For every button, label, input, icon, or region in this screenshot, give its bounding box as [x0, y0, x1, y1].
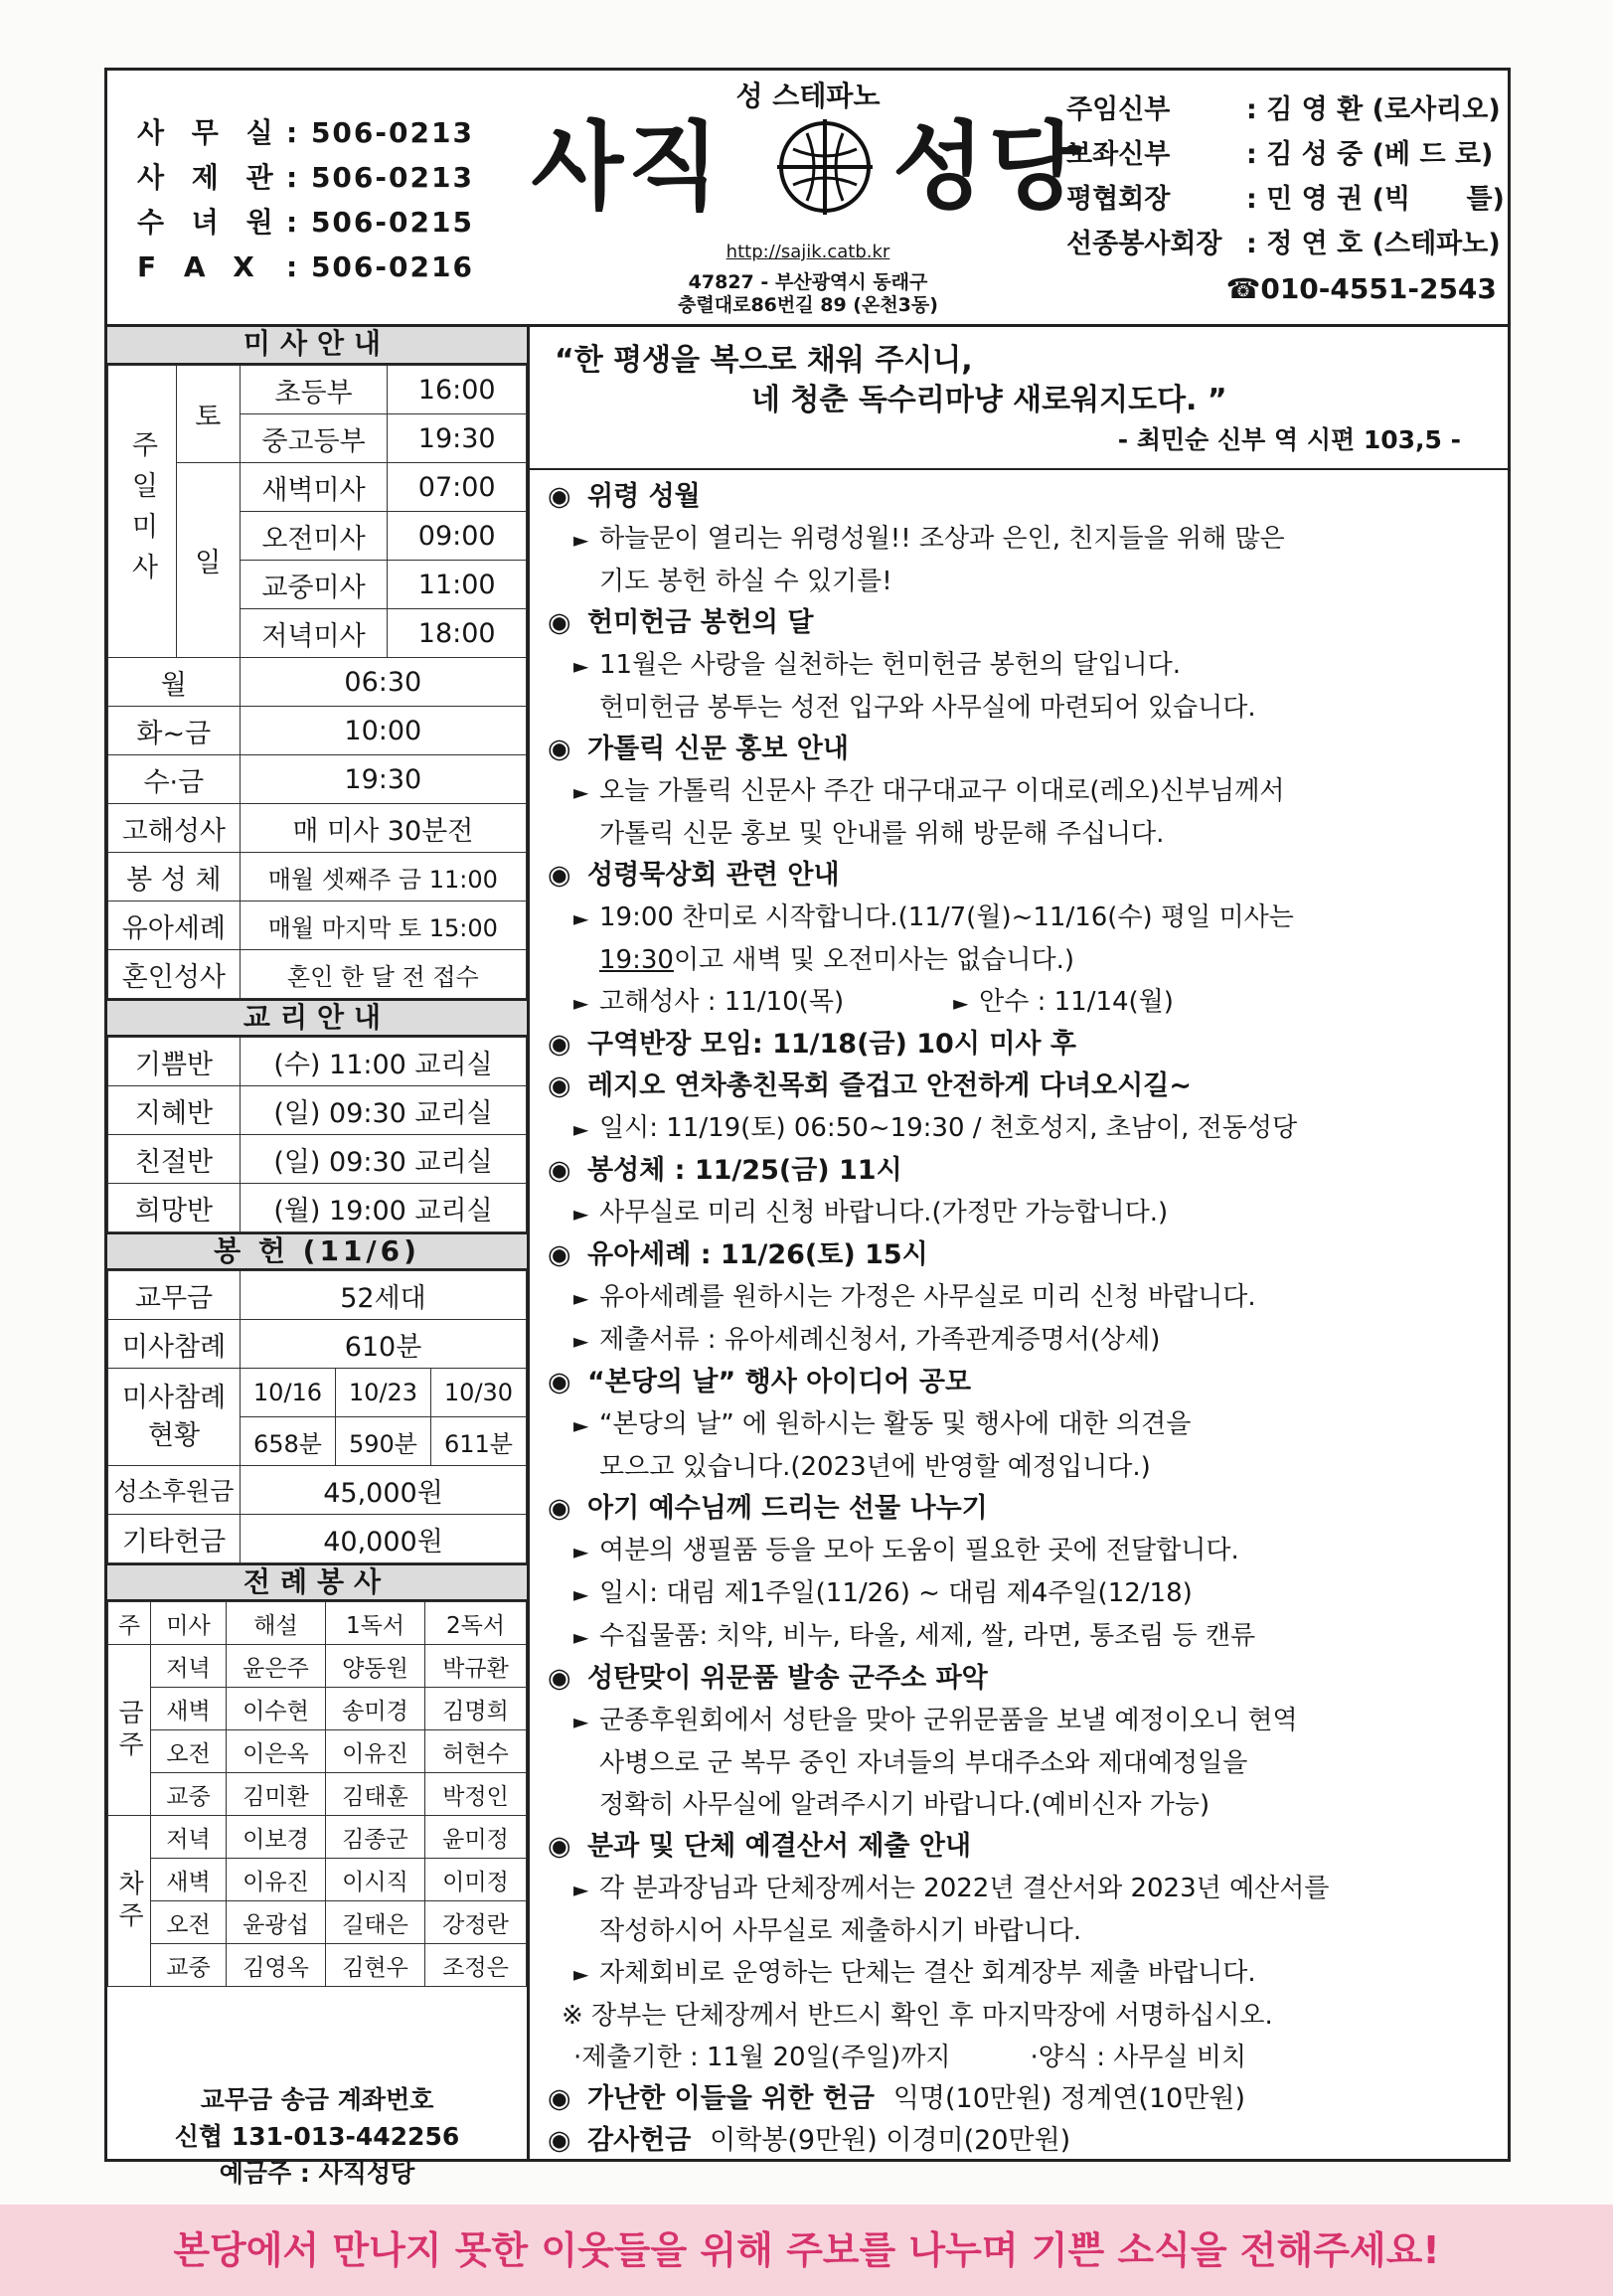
- notice-title: ◉ 분과 및 단체 예결산서 제출 안내: [548, 1826, 1508, 1868]
- table-row: 고해성사 매 미사 30분전: [108, 804, 527, 853]
- notice-title: ◉ “본당의 날” 행사 아이디어 공모: [548, 1362, 1508, 1403]
- notice-body: ► 19:00 찬미로 시작합니다.(11/7(월)~11/16(수) 평일 미사는: [548, 897, 1508, 939]
- notice-body: ► 오늘 가톨릭 신문사 주간 대구대교구 이대로(레오)신부님께서: [548, 770, 1508, 813]
- education-section-title: 교리안내: [107, 999, 527, 1037]
- table-row: 오전미사 09:00: [108, 512, 527, 561]
- table-row: 혼인성사 혼인 한 달 전 접수: [108, 950, 527, 999]
- bullet-icon: ◉: [548, 860, 571, 891]
- notice-body: ※ 장부는 단체장께서 반드시 확인 후 마지막장에 서명하십시오.: [562, 2001, 1273, 2031]
- arrow-icon: ►: [573, 1329, 589, 1353]
- sunday-mass-label: 주일미사: [108, 366, 177, 658]
- table-row: 금주 저녁 윤은주 양동원 박규환: [108, 1645, 527, 1688]
- bullet-icon: ◉: [548, 1367, 571, 1397]
- bullet-icon: ◉: [548, 481, 571, 512]
- notice-body: 19:30이고 새벽 및 오전미사는 없습니다.): [599, 945, 1075, 975]
- arrow-icon: ►: [573, 991, 589, 1015]
- arrow-icon: ►: [573, 1413, 589, 1437]
- bullet-icon: ◉: [548, 2083, 571, 2114]
- table-row: 오전 윤광섭 길태은 강정란: [108, 1901, 527, 1944]
- bullet-icon: ◉: [548, 1155, 571, 1186]
- notice-body: ► 고해성사 : 11/10(목) ► 안수 : 11/14(월): [548, 981, 1508, 1024]
- notice-body: ·제출기한 : 11월 20일(주일)까지 ·양식 : 사무실 비치: [573, 2043, 1247, 2072]
- arrow-icon: ►: [573, 1710, 589, 1733]
- arrow-icon: ►: [573, 906, 589, 930]
- arrow-icon: ►: [573, 1962, 589, 1986]
- offering-section-title: 봉 헌 (11/6): [107, 1232, 527, 1270]
- arrow-icon: ►: [573, 780, 589, 804]
- church-url[interactable]: http://sajik.catb.kr: [726, 242, 890, 262]
- notice-title: ◉ 레지오 연차총친목회 즐겁고 안전하게 다녀오시길~: [548, 1066, 1508, 1107]
- notice-body: ► 여분의 생필품 등을 모아 도움이 필요한 곳에 전달합니다.: [548, 1530, 1508, 1572]
- staff-row: 주임신부 : 김 영 환 (로사리오): [1066, 94, 1501, 125]
- saturday-label: 토: [176, 366, 240, 463]
- table-row: 저녁미사 18:00: [108, 609, 527, 658]
- notice-title: ◉ 성령묵상회 관련 안내: [548, 855, 1508, 897]
- table-row: 월 06:30: [108, 658, 527, 707]
- staff-list: [1066, 87, 1505, 311]
- arrow-icon: ►: [573, 1286, 589, 1310]
- sunday-label: 일: [176, 463, 240, 658]
- notice-title: ◉ 가톨릭 신문 홍보 안내: [548, 729, 1508, 770]
- table-row: 교중 김영옥 김현우 조정은: [108, 1944, 527, 1987]
- bullet-icon: ◉: [548, 734, 571, 764]
- arrow-icon: ►: [573, 1202, 589, 1226]
- notice-title: ◉ 감사헌금 이학봉(9만원) 이경미(20만원): [548, 2120, 1508, 2162]
- table-row: 미사참례 현황 10/16 10/23 10/30: [108, 1369, 527, 1417]
- table-row: 새벽 이유진 이시직 이미정: [108, 1859, 527, 1901]
- notice-title: ◉ 가난한 이들을 위한 헌금 익명(10만원) 정계연(10만원): [548, 2078, 1508, 2120]
- notice-body: ► 군종후원회에서 성탄을 맞아 군위문품을 보낼 예정이오니 현역: [548, 1700, 1508, 1742]
- notice-body: ► 11월은 사랑을 실천하는 헌미헌금 봉헌의 달입니다.: [548, 644, 1508, 687]
- notice-body: ► “본당의 날” 에 원하시는 활동 및 행사에 대한 의견을: [548, 1403, 1508, 1446]
- account-info: 교무금 송금 계좌번호 신협 131-013-442256 예금주 : 사직성당: [174, 2085, 460, 2188]
- notice-title: ◉ 성탄맞이 위문품 발송 군주소 파악: [548, 1658, 1508, 1700]
- table-row: 일 새벽미사 07:00: [108, 463, 527, 512]
- arrow-icon: ►: [573, 654, 589, 678]
- footer-banner: 본당에서 만나지 못한 이웃들을 위해 주보를 나누며 기쁜 소식을 전해주세요!: [0, 2205, 1613, 2296]
- bulletin-page: [104, 68, 1511, 2188]
- church-title-block: [450, 71, 1166, 327]
- office-row: F A X : 506-0216: [137, 250, 474, 283]
- notice-body: ► 수집물품: 치약, 비누, 타올, 세제, 쌀, 라면, 통조림 등 캔류: [548, 1615, 1508, 1658]
- bullet-icon: ◉: [548, 1070, 571, 1101]
- office-row: 사 제 관 : 506-0213: [137, 161, 474, 194]
- bullet-icon: ◉: [548, 1493, 571, 1524]
- header: [107, 71, 1508, 327]
- table-row: 새벽 이수현 송미경 김명희: [108, 1688, 527, 1730]
- right-column: [530, 327, 1508, 2162]
- table-row: 화~금 10:00: [108, 707, 527, 755]
- arrow-icon: ►: [573, 1117, 589, 1141]
- table-row: 중고등부 19:30: [108, 414, 527, 463]
- arrow-icon: ►: [573, 1625, 589, 1649]
- table-row: 교중 김미환 김태훈 박정인: [108, 1773, 527, 1816]
- staff-row: 보좌신부 : 김 성 중 (베 드 로): [1066, 139, 1494, 170]
- arrow-icon: ►: [573, 1540, 589, 1563]
- notice-body: ► 각 분과장님과 단체장께서는 2022년 결산서와 2023년 예산서를: [548, 1868, 1508, 1910]
- arrow-icon: ►: [573, 528, 589, 552]
- notice-body: ► 일시: 11/19(토) 06:50~19:30 / 천호성지, 초남이, 전동성당: [548, 1107, 1508, 1150]
- office-row: 사 무 실 : 506-0213: [137, 116, 474, 149]
- mass-section-title: 미사안내: [107, 327, 527, 365]
- church-name: 사직 성당: [531, 111, 1085, 223]
- notice-body: 모으고 있습니다.(2023년에 반영할 예정입니다.): [599, 1452, 1151, 1482]
- cross-emblem-icon: [775, 117, 875, 217]
- notice-title: ◉ 구역반장 모임: 11/18(금) 10시 미사 후: [548, 1024, 1508, 1066]
- bullet-icon: ◉: [548, 1663, 571, 1694]
- attendance-label: 미사참례 현황: [108, 1369, 241, 1466]
- notice-body: ► 하늘문이 열리는 위령성월!! 조상과 은인, 친지들을 위해 많은: [548, 518, 1508, 561]
- scripture-quote: “한 평생을 복으로 채워 주시니, 네 청춘 독수리마냥 새로워지도다. ” - 최민순 신부 역 시편 103,5 -: [555, 343, 1461, 454]
- table-row: 유아세례 매월 마지막 토 15:00: [108, 902, 527, 950]
- table-row: 주일미사 토 초등부 16:00: [108, 366, 527, 414]
- notice-body: 기도 봉헌 하실 수 있기를!: [599, 567, 892, 596]
- arrow-icon: ►: [573, 1878, 589, 1901]
- table-row: 희망반 (월) 19:00 교리실: [108, 1184, 527, 1232]
- arrow-icon: ►: [953, 991, 969, 1015]
- office-row: 수 녀 원 : 506-0215: [137, 206, 474, 239]
- notice-body: 작성하시어 사무실로 제출하시기 바랍니다.: [599, 1916, 1082, 1946]
- table-row: 친절반 (일) 09:30 교리실: [108, 1135, 527, 1184]
- staff-row: 선종봉사회장 : 정 연 호 (스테파노): [1066, 229, 1501, 259]
- table-row: 미사참례 610분: [108, 1320, 527, 1369]
- bullet-icon: ◉: [548, 1831, 571, 1862]
- notice-body: ► 일시: 대림 제1주일(11/26) ~ 대림 제4주일(12/18): [548, 1572, 1508, 1615]
- table-row: 기타헌금 40,000원: [108, 1515, 527, 1563]
- table-row: 주 미사 해설 1독서 2독서: [108, 1602, 527, 1645]
- mass-schedule-table: [107, 365, 527, 999]
- notice-title: ◉ 봉성체 : 11/25(금) 11시: [548, 1150, 1508, 1192]
- notice-body: 헌미헌금 봉투는 성전 입구와 사무실에 마련되어 있습니다.: [599, 693, 1256, 723]
- bullet-icon: ◉: [548, 1239, 571, 1270]
- table-row: 지혜반 (일) 09:30 교리실: [108, 1086, 527, 1135]
- notice-title: ◉ 아기 예수님께 드리는 선물 나누기: [548, 1488, 1508, 1530]
- bullet-icon: ◉: [548, 2125, 571, 2156]
- bullet-icon: ◉: [548, 1029, 571, 1060]
- notice-body: 사병으로 군 복무 중인 자녀들의 부대주소와 제대예정일을: [599, 1748, 1248, 1778]
- table-row: 교무금 52세대: [108, 1271, 527, 1320]
- table-row: 교중미사 11:00: [108, 561, 527, 609]
- notice-title: ◉ 유아세례 : 11/26(토) 15시: [548, 1234, 1508, 1276]
- table-row: 오전 이은옥 이유진 허현수: [108, 1730, 527, 1773]
- table-row: 봉 성 체 매월 셋째주 금 11:00: [108, 853, 527, 902]
- table-row: 성소후원금 45,000원: [108, 1466, 527, 1515]
- arrow-icon: ►: [573, 1582, 589, 1606]
- liturgy-section-title: 전례봉사: [107, 1563, 527, 1601]
- notice-title: ◉ 위령 성월: [548, 476, 1508, 518]
- liturgy-service-table: [107, 1601, 527, 1987]
- notice-body: 정확히 사무실에 알려주시기 바랍니다.(예비신자 가능): [599, 1790, 1210, 1820]
- left-column: [107, 327, 530, 2188]
- contact-phone: ☎010-4551-2543: [1225, 272, 1497, 305]
- notice-body: ► 유아세례를 원하시는 가정은 사무실로 미리 신청 바랍니다.: [548, 1276, 1508, 1319]
- office-contacts: [137, 110, 474, 289]
- table-row: 기쁨반 (수) 11:00 교리실: [108, 1038, 527, 1086]
- staff-row: 평협회장 : 민 영 권 (빅 틀): [1066, 184, 1505, 215]
- bullet-icon: ◉: [548, 607, 571, 638]
- notice-body: ► 제출서류 : 유아세례신청서, 가족관계증명서(상세): [548, 1319, 1508, 1362]
- church-address: 47827 - 부산광역시 동래구 충렬대로86번길 89 (온천3동): [678, 271, 938, 316]
- table-row: 658분 590분 611분: [108, 1417, 527, 1466]
- table-row: 수·금 19:30: [108, 755, 527, 804]
- notice-body: ► 사무실로 미리 신청 바랍니다.(가정만 가능합니다.): [548, 1192, 1508, 1234]
- table-row: 차주 저녁 이보경 김종군 윤미정: [108, 1816, 527, 1859]
- notice-body: ► 자체회비로 운영하는 단체는 결산 회계장부 제출 바랍니다.: [548, 1952, 1508, 1995]
- offering-table: [107, 1270, 527, 1563]
- notice-list: [530, 468, 1508, 2162]
- saint-name: 성 스테파노: [735, 80, 881, 112]
- notice-body: 가톨릭 신문 홍보 및 안내를 위해 방문해 주십니다.: [599, 819, 1165, 849]
- notice-title: ◉ 헌미헌금 봉헌의 달: [548, 602, 1508, 644]
- education-table: [107, 1037, 527, 1232]
